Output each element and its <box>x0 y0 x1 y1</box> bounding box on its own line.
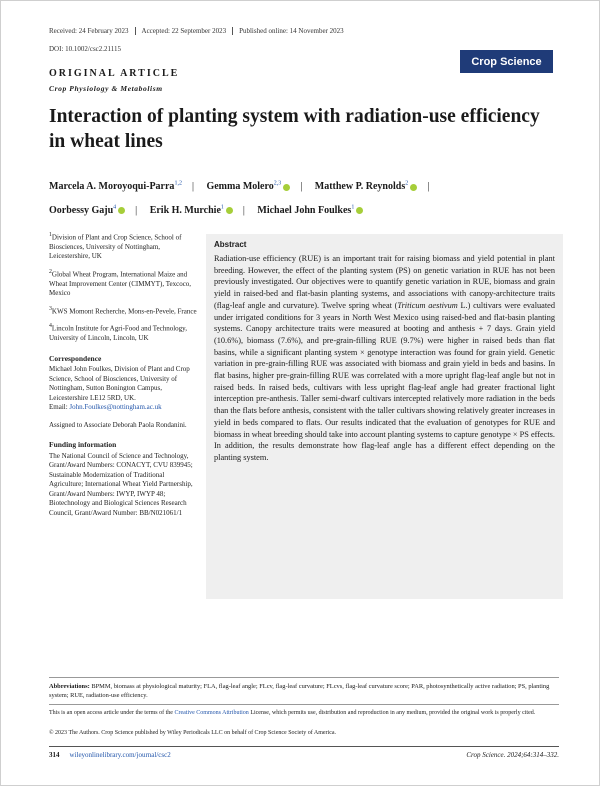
citation: Crop Science. 2024;64:314–332. <box>466 751 559 759</box>
license-link[interactable]: Creative Commons Attribution <box>174 710 249 716</box>
page-number: 314 <box>49 751 60 759</box>
abstract-box <box>206 234 563 599</box>
license-note: This is an open access article under the terms of the Creative Commons Attribution License, which permits use, distribution and reproduction in any medium, provided the original work is properly cited. <box>49 704 559 718</box>
abstract-heading: Abstract <box>214 240 247 249</box>
received-date: Received: 24 February 2023 <box>49 27 129 35</box>
affiliation: $^1$Division of Plant and Crop Science, School of Biosciences, University of Nottingham, Leicestershire, UK <box>49 232 182 261</box>
orcid-icon <box>283 184 290 191</box>
author[interactable]: Gemma Molero$^{2,3}$ <box>206 181 290 192</box>
author[interactable]: Erik H. Murchie$^1$ <box>150 205 233 216</box>
affiliation: $^4$Lincoln Institute for Agri-Food and Technology, University of Lincoln, Lincoln, UK <box>49 323 187 343</box>
journal-brand-badge[interactable]: Crop Science <box>460 50 553 73</box>
author[interactable]: Oorbessy Gaju$^4$ <box>49 205 125 216</box>
orcid-icon <box>118 207 125 214</box>
orcid-icon <box>356 207 363 214</box>
abstract-text: Radiation-use efficiency (RUE) is an important trait for raising biomass and yield potential in plant breeding. However, the effect of the planting system (PS) on genetic variation in RUE has not been previously investigated. Our objectives were to quantify genetic variation in RUE, biomass and grain yield in raised-bed and flat-basin planting systems, and associations with canopy-architecture traits (flag-leaf angle and curvature). Twelve spring wheat (Triticum aestivum L.) cultivars were evaluated under irrigated conditions for 3 years in North West Mexico using raised-bed and flat-basin planting systems. Canopy architecture traits were measured at booting and anthesis + 7 days. Grain yield (10.6%), biomass (7.6%), and pre-grain-filling RUE (9.7%) were higher in raised beds than flat basins, while a significant planting system × genotype interaction was found for grain yield. Genetic variation in pre-grain-filling RUE was associated with biomass and grain yield in beds and basins. In flat basins, higher pre-grain-filling RUE was correlated with a more upright flag-leaf angle but not in raised beds. In raised beds, cultivars with less upright flag-leaf angle had greater fractional light interception pre-anthesis. Taller semi-dwarf cultivars intercepted relatively more radiation in the beds than the flats before anthesis, consistent with the taller cultivars showing relatively greater increases in yield in beds compared to flats. Our results indicated that the evaluation of genotypes for RUE and biomass in wheat breeding should take into account planting systems to capture genotype × PS effects. In addition, the results demonstrate how flag-leaf angle has a different effect depending on the planting system. <box>214 254 555 462</box>
sidebar-info <box>49 231 199 524</box>
orcid-icon <box>410 184 417 191</box>
article-dates <box>49 27 344 35</box>
orcid-icon <box>226 207 233 214</box>
author[interactable]: Matthew P. Reynolds$^2$ <box>315 181 417 192</box>
published-date: Published online: 14 November 2023 <box>239 27 344 35</box>
correspondence-text: Michael John Foulkes, Division of Plant and Crop Science, School of Biosciences, University of Nottingham, Sutton Bonington Campus, Leicestershire LE12 5RD, UK. Email: John.Foulkes@nottingham.ac.uk <box>49 365 190 412</box>
article-title: Interaction of planting system with radiation-use efficiency in wheat lines <box>49 106 540 152</box>
article-type: ORIGINAL ARTICLE <box>49 68 180 79</box>
email-link[interactable]: John.Foulkes@nottingham.ac.uk <box>69 403 162 412</box>
doi: DOI: 10.1002/csc2.21115 <box>49 45 121 53</box>
editor-note: Assigned to Associate Deborah Paola Rondanini. <box>49 420 187 429</box>
author-list: Marcela A. Moroyoqui-Parra$^{1,2}$ | Gemma Molero$^{2,3}$ | Matthew P. Reynolds$^2$ | Oorbessy Gaju$^4$ | Erik H. Murchie$^1$ | Michael John Foulkes$^1$ <box>49 181 430 216</box>
funding-title: Funding information <box>49 440 117 450</box>
abbreviations: Abbreviations: BPMM, biomass at physiological maturity; FLA, flag-leaf angle; FLcv, flag-leaf curvature; FLcvs, flag-leaf curvature score; PAR, photosynthetically active radiation; PS, planting system; RUE, radiation-use efficiency. <box>49 677 559 700</box>
accepted-date: Accepted: 22 September 2023 <box>141 27 227 35</box>
journal-url-link[interactable]: wileyonlinelibrary.com/journal/csc2 <box>69 751 171 759</box>
page-footer <box>49 746 559 759</box>
author[interactable]: Michael John Foulkes$^1$ <box>257 205 363 216</box>
funding-text: The National Council of Science and Technology, Grant/Award Numbers: CONACYT, CVU 839945; Sustainable Modernization of Traditional Agriculture; International Wheat Yield Partnership, Grant/Award Numbers: IWYP, IWYP 48; Biotechnology and Biological Sciences Research Council, Grant/Award Number: BB/N021061/1 <box>49 451 193 517</box>
copyright: © 2023 The Authors. Crop Science published by Wiley Periodicals LLC on behalf of Crop Science Society of America. <box>49 730 337 736</box>
article-subsection: Crop Physiology & Metabolism <box>49 84 163 93</box>
affiliation: $^3$KWS Momont Recherche, Mons-en-Pevele, France <box>49 305 197 315</box>
author[interactable]: Marcela A. Moroyoqui-Parra$^{1,2}$ <box>49 181 182 193</box>
affiliation: $^2$Global Wheat Program, International Maize and Wheat Improvement Center (CIMMYT), Texcoco, Mexico <box>49 268 192 298</box>
correspondence-title: Correspondence <box>49 353 102 363</box>
